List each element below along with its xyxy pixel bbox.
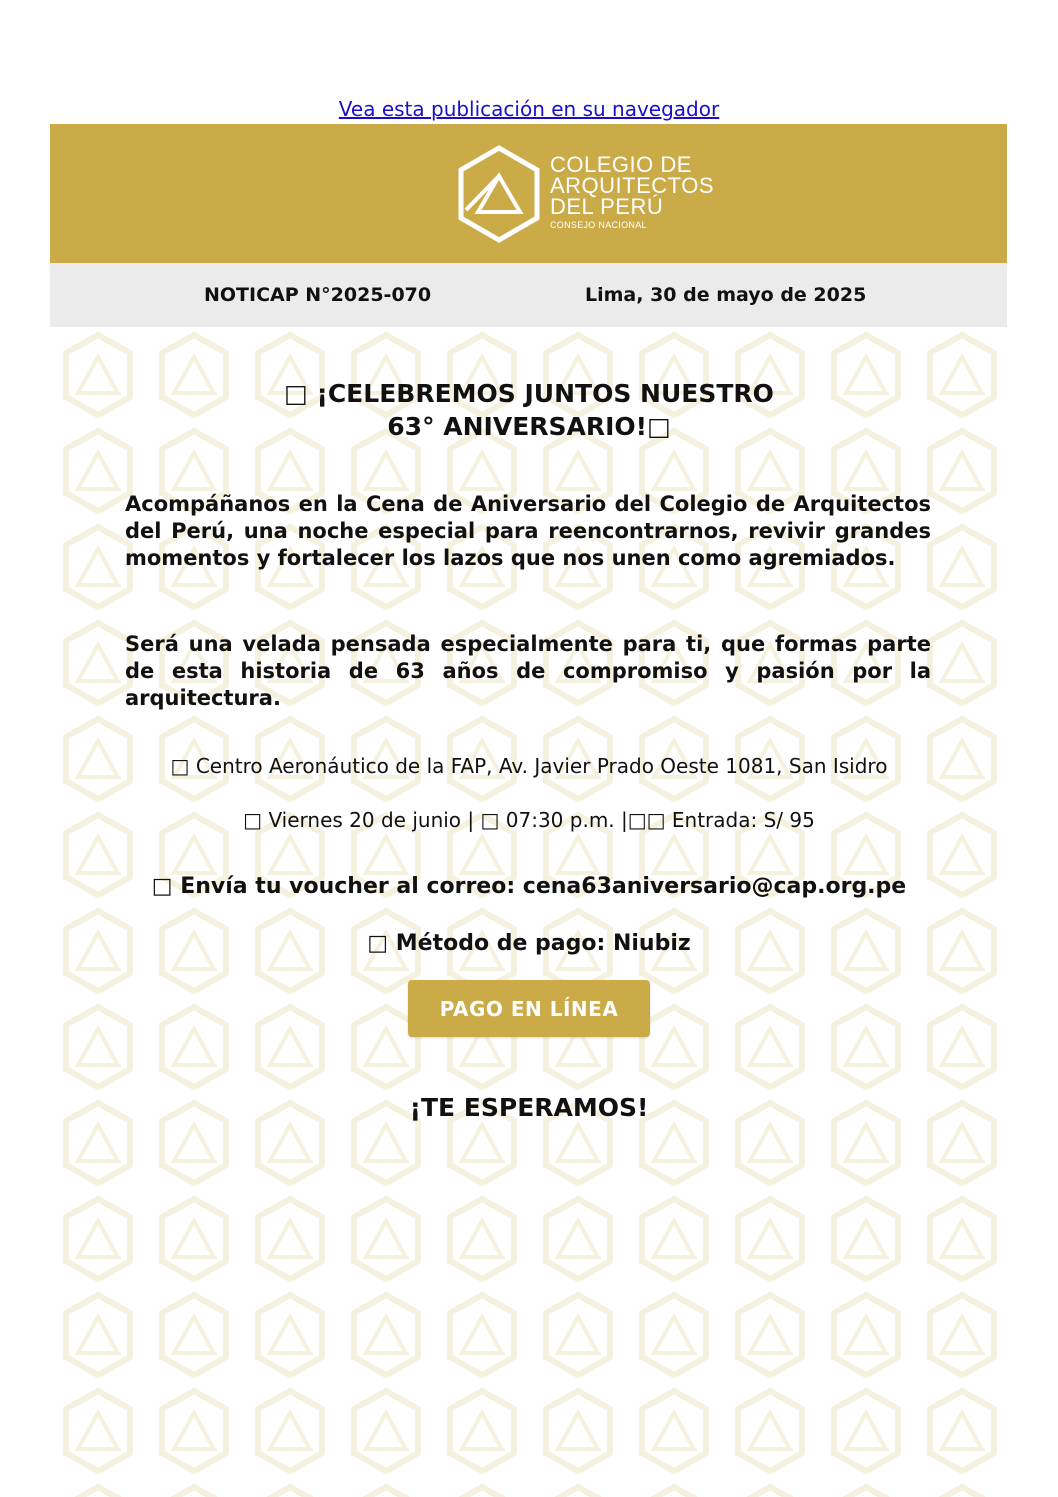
body-paragraph-2: Será una velada pensada especialmente para ti, que formas parte de esta historia de 63 años de compromiso y pasión por la arquitectura. (125, 632, 931, 710)
credit-card-icon: □ (367, 931, 389, 956)
logo-wordmark (550, 154, 714, 217)
info-bar (50, 263, 1007, 327)
logo-subtitle: CONSEJO NACIONAL (550, 220, 647, 230)
voucher-email-text: Envía tu voucher al correo: cena63aniversario@cap.org.pe (180, 874, 907, 899)
headline-line-2: 63° ANIVERSARIO!□ (387, 412, 671, 441)
event-datetime (0, 808, 1058, 832)
voucher-email-line (0, 874, 1058, 899)
closing-message: ¡TE ESPERAMOS! (409, 1093, 649, 1122)
payment-method-line (0, 931, 1058, 956)
headline (0, 377, 1058, 443)
hexagon-logo-icon (454, 144, 544, 244)
headline-line-1: □ ¡CELEBREMOS JUNTOS NUESTRO (284, 379, 774, 408)
event-date-text: Viernes 20 de junio | (268, 808, 475, 832)
bulletin-number: NOTICAP N°2025-070 (204, 284, 432, 306)
browser-link-container (0, 97, 1058, 121)
logo-line-1: COLEGIO DE (550, 152, 692, 177)
event-time-text: 07:30 p.m. | (505, 808, 628, 832)
celebration-emoji-icon: □ (647, 412, 671, 441)
logo-line-3: DEL PERÚ (550, 194, 664, 219)
party-emoji-icon: □ (284, 379, 308, 408)
bulletin-date: Lima, 30 de mayo de 2025 (585, 284, 867, 306)
event-location (0, 754, 1058, 778)
envelope-icon: □ (151, 874, 173, 899)
ticket-icon: □□ (627, 808, 666, 832)
calendar-icon: □ (243, 808, 263, 832)
payment-method-text: Método de pago: Niubiz (395, 931, 691, 956)
event-price-text: Entrada: S/ 95 (671, 808, 815, 832)
location-pin-icon: □ (170, 754, 190, 778)
logo-line-2: ARQUITECTOS (550, 173, 715, 198)
cap-logo (454, 144, 714, 244)
body-paragraph-1: Acompáñanos en la Cena de Aniversario del Colegio de Arquitectos del Perú, una noche especial para reencontrarnos, revivir grandes momentos y fortalecer los lazos que nos unen como agremiados. (125, 492, 931, 570)
location-text: Centro Aeronáutico de la FAP, Av. Javier Prado Oeste 1081, San Isidro (195, 754, 888, 778)
view-in-browser-link[interactable]: Vea esta publicación en su navegador (338, 97, 720, 121)
header-banner (50, 124, 1007, 263)
online-payment-button[interactable]: PAGO EN LÍNEA (408, 980, 650, 1037)
clock-icon: □ (480, 808, 500, 832)
